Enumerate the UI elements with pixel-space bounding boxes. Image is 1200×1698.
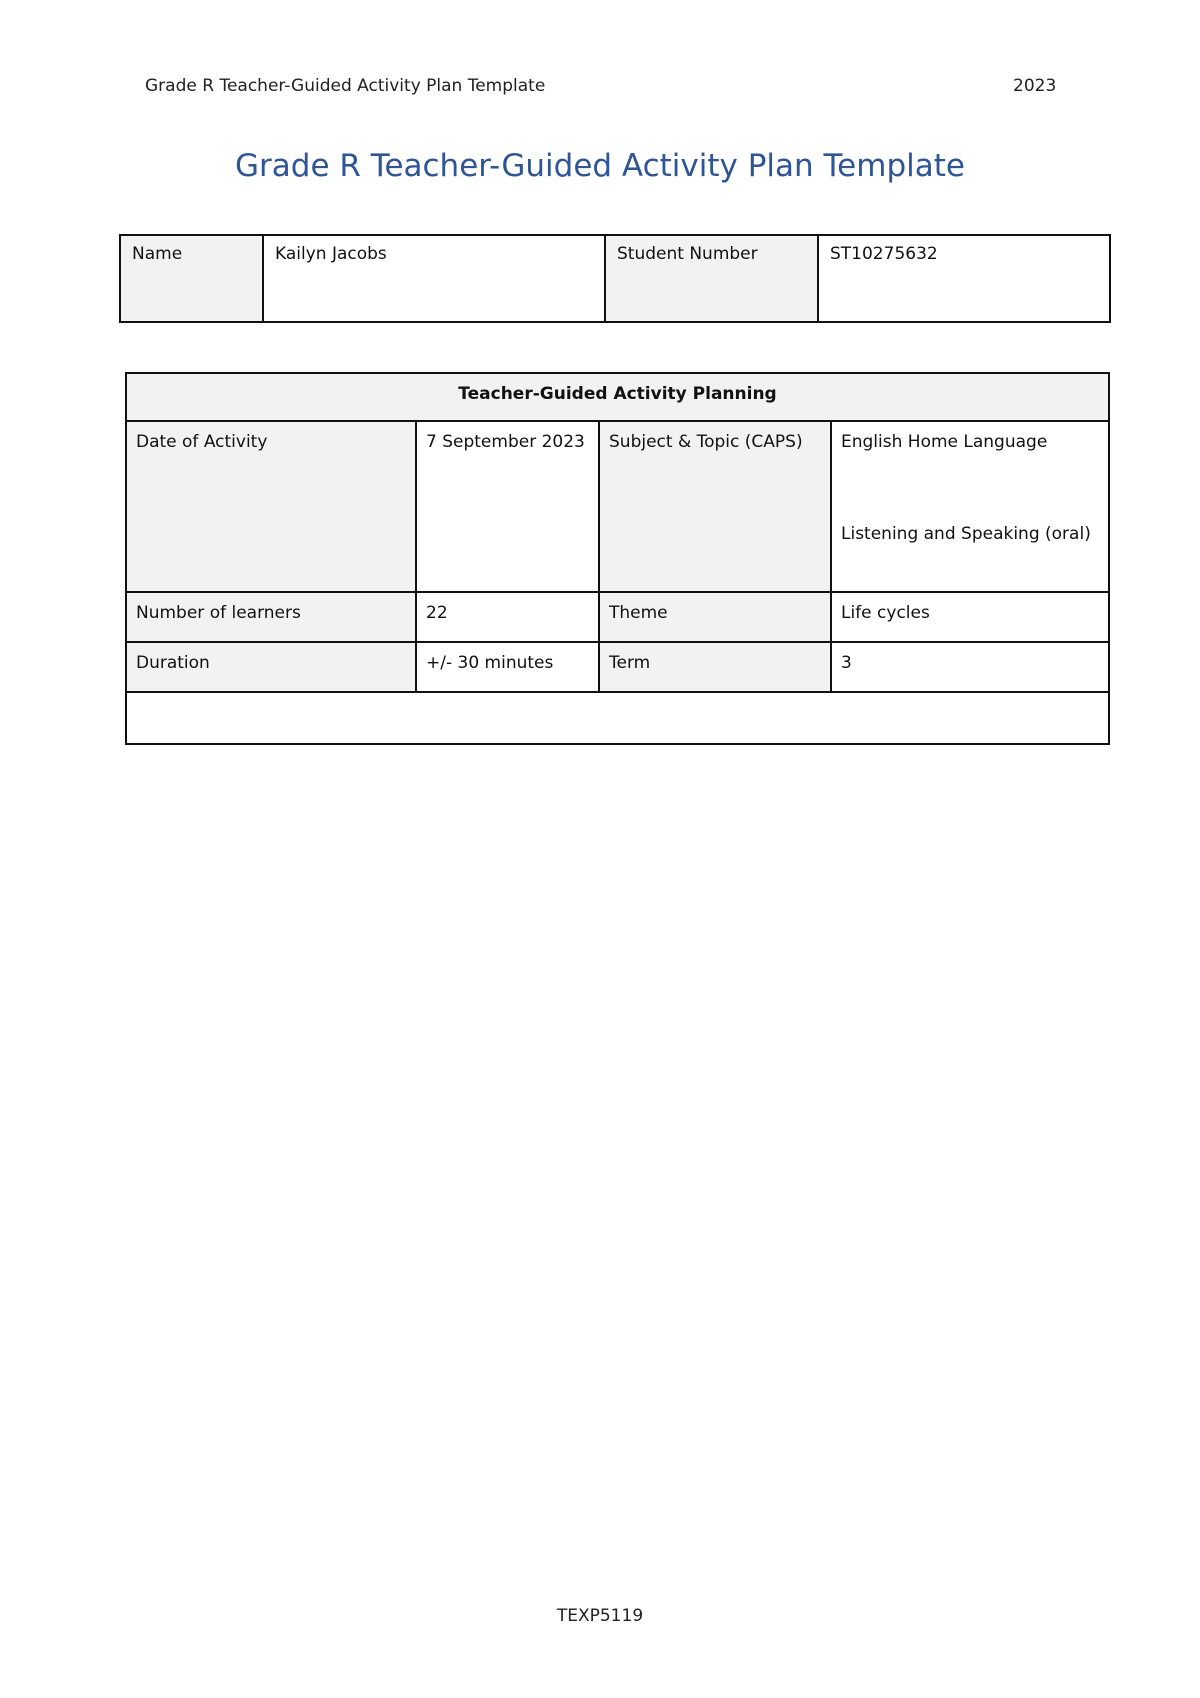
empty-cell[interactable] (126, 692, 1109, 744)
date-label: Date of Activity (126, 421, 416, 592)
duration-value[interactable]: +/- 30 minutes (416, 642, 599, 692)
planning-heading: Teacher-Guided Activity Planning (126, 373, 1109, 421)
document-title: Grade R Teacher-Guided Activity Plan Template (235, 148, 965, 184)
learners-label: Number of learners (126, 592, 416, 642)
empty-row (126, 692, 1109, 744)
page-header-title: Grade R Teacher-Guided Activity Plan Template (145, 76, 546, 96)
page-header-year: 2023 (1013, 76, 1057, 96)
student-number-value[interactable]: ST10275632 (818, 235, 1110, 322)
student-info-table (119, 234, 1111, 323)
name-label: Name (120, 235, 263, 322)
subject-topic-label: Subject & Topic (CAPS) (599, 421, 831, 592)
date-value[interactable]: 7 September 2023 (416, 421, 599, 592)
duration-row (126, 642, 1109, 692)
page-footer-code: TEXP5119 (556, 1606, 644, 1626)
term-value[interactable]: 3 (831, 642, 1109, 692)
date-row (126, 421, 1109, 592)
term-label: Term (599, 642, 831, 692)
planning-heading-row (126, 373, 1109, 421)
student-number-label: Student Number (605, 235, 818, 322)
learners-value[interactable]: 22 (416, 592, 599, 642)
duration-label: Duration (126, 642, 416, 692)
theme-value[interactable]: Life cycles (831, 592, 1109, 642)
learners-row (126, 592, 1109, 642)
student-info-row (120, 235, 1110, 322)
name-value[interactable]: Kailyn Jacobs (263, 235, 605, 322)
theme-label: Theme (599, 592, 831, 642)
subject-value: English Home Language (841, 432, 1048, 452)
activity-planning-table (125, 372, 1110, 745)
subject-topic-spacer (841, 457, 1099, 520)
topic-value: Listening and Speaking (oral) (841, 524, 1091, 544)
subject-topic-value-cell[interactable] (831, 421, 1109, 592)
